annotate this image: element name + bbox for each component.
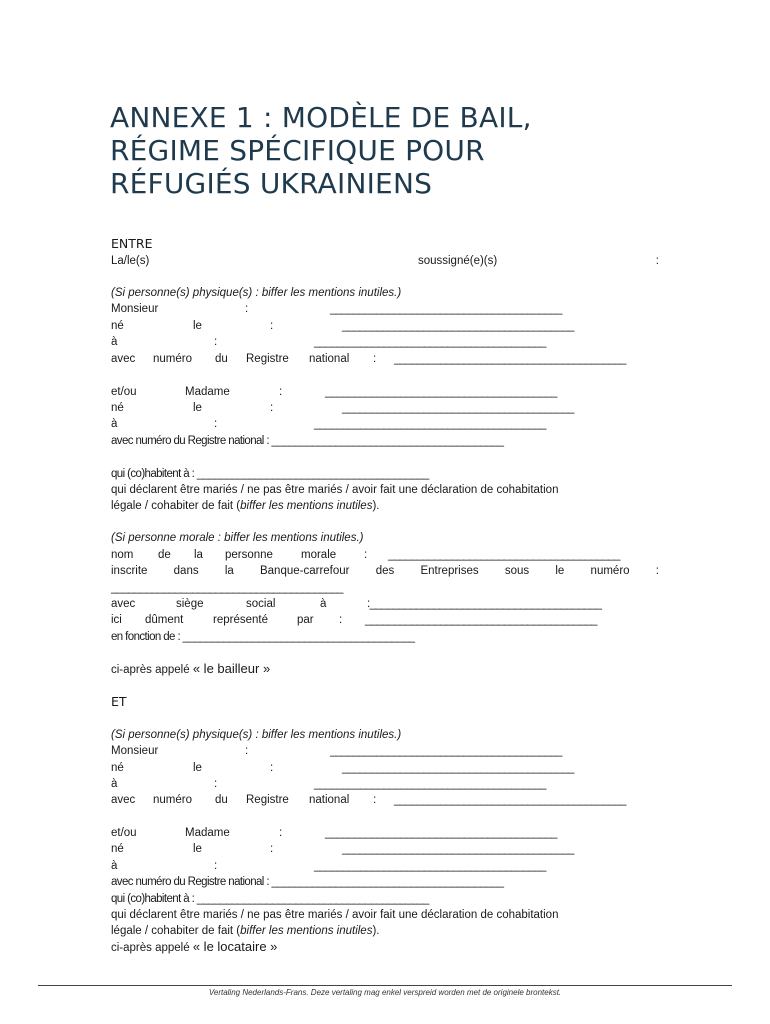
bailleur-monsieur-field: Monsieur : ________________________________________ bbox=[111, 303, 562, 315]
bailleur-appele-line: ci-après appelé « le bailleur » bbox=[111, 661, 271, 676]
bailleur-cohabitent-field[interactable]: qui (co)habitent à : ________________________________________ bbox=[111, 468, 429, 480]
title-line-3: RÉFUGIÉS UKRAINIENS bbox=[110, 167, 433, 200]
title-line-2: RÉGIME SPÉCIFIQUE POUR bbox=[110, 134, 485, 167]
blank-field[interactable]: ________________________________________ bbox=[394, 353, 626, 365]
blank-field[interactable]: :________________________________________ bbox=[367, 598, 602, 610]
blank-field[interactable]: ________________________________________ bbox=[342, 402, 574, 414]
bailleur-registre-2-field[interactable]: avec numéro du Registre national : ________________________________________ bbox=[111, 435, 504, 447]
bailleur-legale-text: légale / cohabiter de fait (biffer les mentions inutiles). bbox=[111, 500, 380, 512]
blank-field[interactable]: ________________________________________ bbox=[314, 418, 546, 430]
bailleur-numero-field[interactable]: ________________________________________ bbox=[111, 582, 343, 594]
bailleur-nom-morale-field: nom de la personne morale : ________________________________________ bbox=[111, 549, 620, 561]
locataire-declarent-text: qui déclarent être mariés / ne pas être mariés / avoir fait une déclaration de cohabitation bbox=[111, 909, 559, 921]
bailleur-ne-le-2-field: né le : ________________________________________ bbox=[111, 402, 574, 414]
blank-field[interactable]: ________________________________________ bbox=[330, 745, 562, 757]
blank-field[interactable]: ________________________________________ bbox=[330, 303, 562, 315]
et-heading: ET bbox=[111, 694, 127, 709]
blank-field[interactable]: ________________________________________ bbox=[388, 549, 620, 561]
document-title bbox=[110, 101, 670, 200]
blank-field[interactable]: ________________________________________ bbox=[365, 614, 597, 626]
blank-field[interactable]: ________________________________________ bbox=[325, 386, 557, 398]
locataire-physique-note: (Si personne(s) physique(s) : biffer les mentions inutiles.) bbox=[111, 729, 402, 741]
footer-note: Vertaling Nederlands-Frans. Deze vertaling mag enkel verspreid worden met de originele brontekst. bbox=[208, 988, 562, 997]
bailleur-represente-field: ici dûment représenté par : ________________________________________ bbox=[111, 614, 597, 626]
bailleur-registre-field: avec numéro du Registre national : ________________________________________ bbox=[111, 353, 626, 365]
soussigne-line: La/le(s) soussigné(e)(s) : bbox=[111, 255, 659, 267]
locataire-a-2-field: à : ________________________________________ bbox=[111, 860, 546, 872]
bailleur-inscrite-line: inscrite dans la Banque-carrefour des Entreprises sous le numéro : bbox=[111, 565, 659, 577]
bailleur-physique-note: (Si personne(s) physique(s) : biffer les mentions inutiles.) bbox=[111, 287, 402, 299]
blank-field[interactable]: ________________________________________ bbox=[342, 843, 574, 855]
blank-field[interactable]: ________________________________________ bbox=[342, 320, 574, 332]
bailleur-a-field: à : ________________________________________ bbox=[111, 336, 546, 348]
locataire-madame-field: et/ou Madame : ________________________________________ bbox=[111, 827, 557, 839]
locataire-ne-le-2-field: né le : ________________________________________ bbox=[111, 843, 574, 855]
footer-divider bbox=[38, 985, 732, 986]
blank-field[interactable]: ________________________________________ bbox=[314, 778, 546, 790]
locataire-cohabitent-field[interactable]: qui (co)habitent à : ________________________________________ bbox=[111, 893, 429, 905]
bailleur-fonction-field[interactable]: en fonction de : ________________________________________ bbox=[111, 631, 415, 643]
locataire-registre-2-field[interactable]: avec numéro du Registre national : ________________________________________ bbox=[111, 876, 504, 888]
bailleur-ne-le-field: né le : ________________________________________ bbox=[111, 320, 574, 332]
bailleur-declarent-text: qui déclarent être mariés / ne pas être mariés / avoir fait une déclaration de cohabitation bbox=[111, 484, 559, 496]
blank-field[interactable]: ________________________________________ bbox=[314, 336, 546, 348]
blank-field[interactable]: ________________________________________ bbox=[394, 794, 626, 806]
blank-field[interactable]: ________________________________________ bbox=[325, 827, 557, 839]
locataire-a-field: à : ________________________________________ bbox=[111, 778, 546, 790]
entre-heading: ENTRE bbox=[111, 236, 153, 251]
locataire-legale-text: légale / cohabiter de fait (biffer les mentions inutiles). bbox=[111, 925, 380, 937]
locataire-appele-line: ci-après appelé « le locataire » bbox=[111, 939, 278, 954]
locataire-ne-le-field: né le : ________________________________________ bbox=[111, 762, 574, 774]
bailleur-madame-field: et/ou Madame : ________________________________________ bbox=[111, 386, 557, 398]
blank-field[interactable]: ________________________________________ bbox=[342, 762, 574, 774]
bailleur-siege-field: avec siège social à :________________________________________ bbox=[111, 598, 602, 610]
locataire-monsieur-field: Monsieur : ________________________________________ bbox=[111, 745, 562, 757]
blank-field[interactable]: ________________________________________ bbox=[314, 860, 546, 872]
bailleur-morale-note: (Si personne morale : biffer les mentions inutiles.) bbox=[111, 532, 364, 544]
locataire-registre-field: avec numéro du Registre national : ________________________________________ bbox=[111, 794, 626, 806]
title-line-1: ANNEXE 1 : MODÈLE DE BAIL, bbox=[110, 101, 532, 134]
bailleur-a-2-field: à : ________________________________________ bbox=[111, 418, 546, 430]
